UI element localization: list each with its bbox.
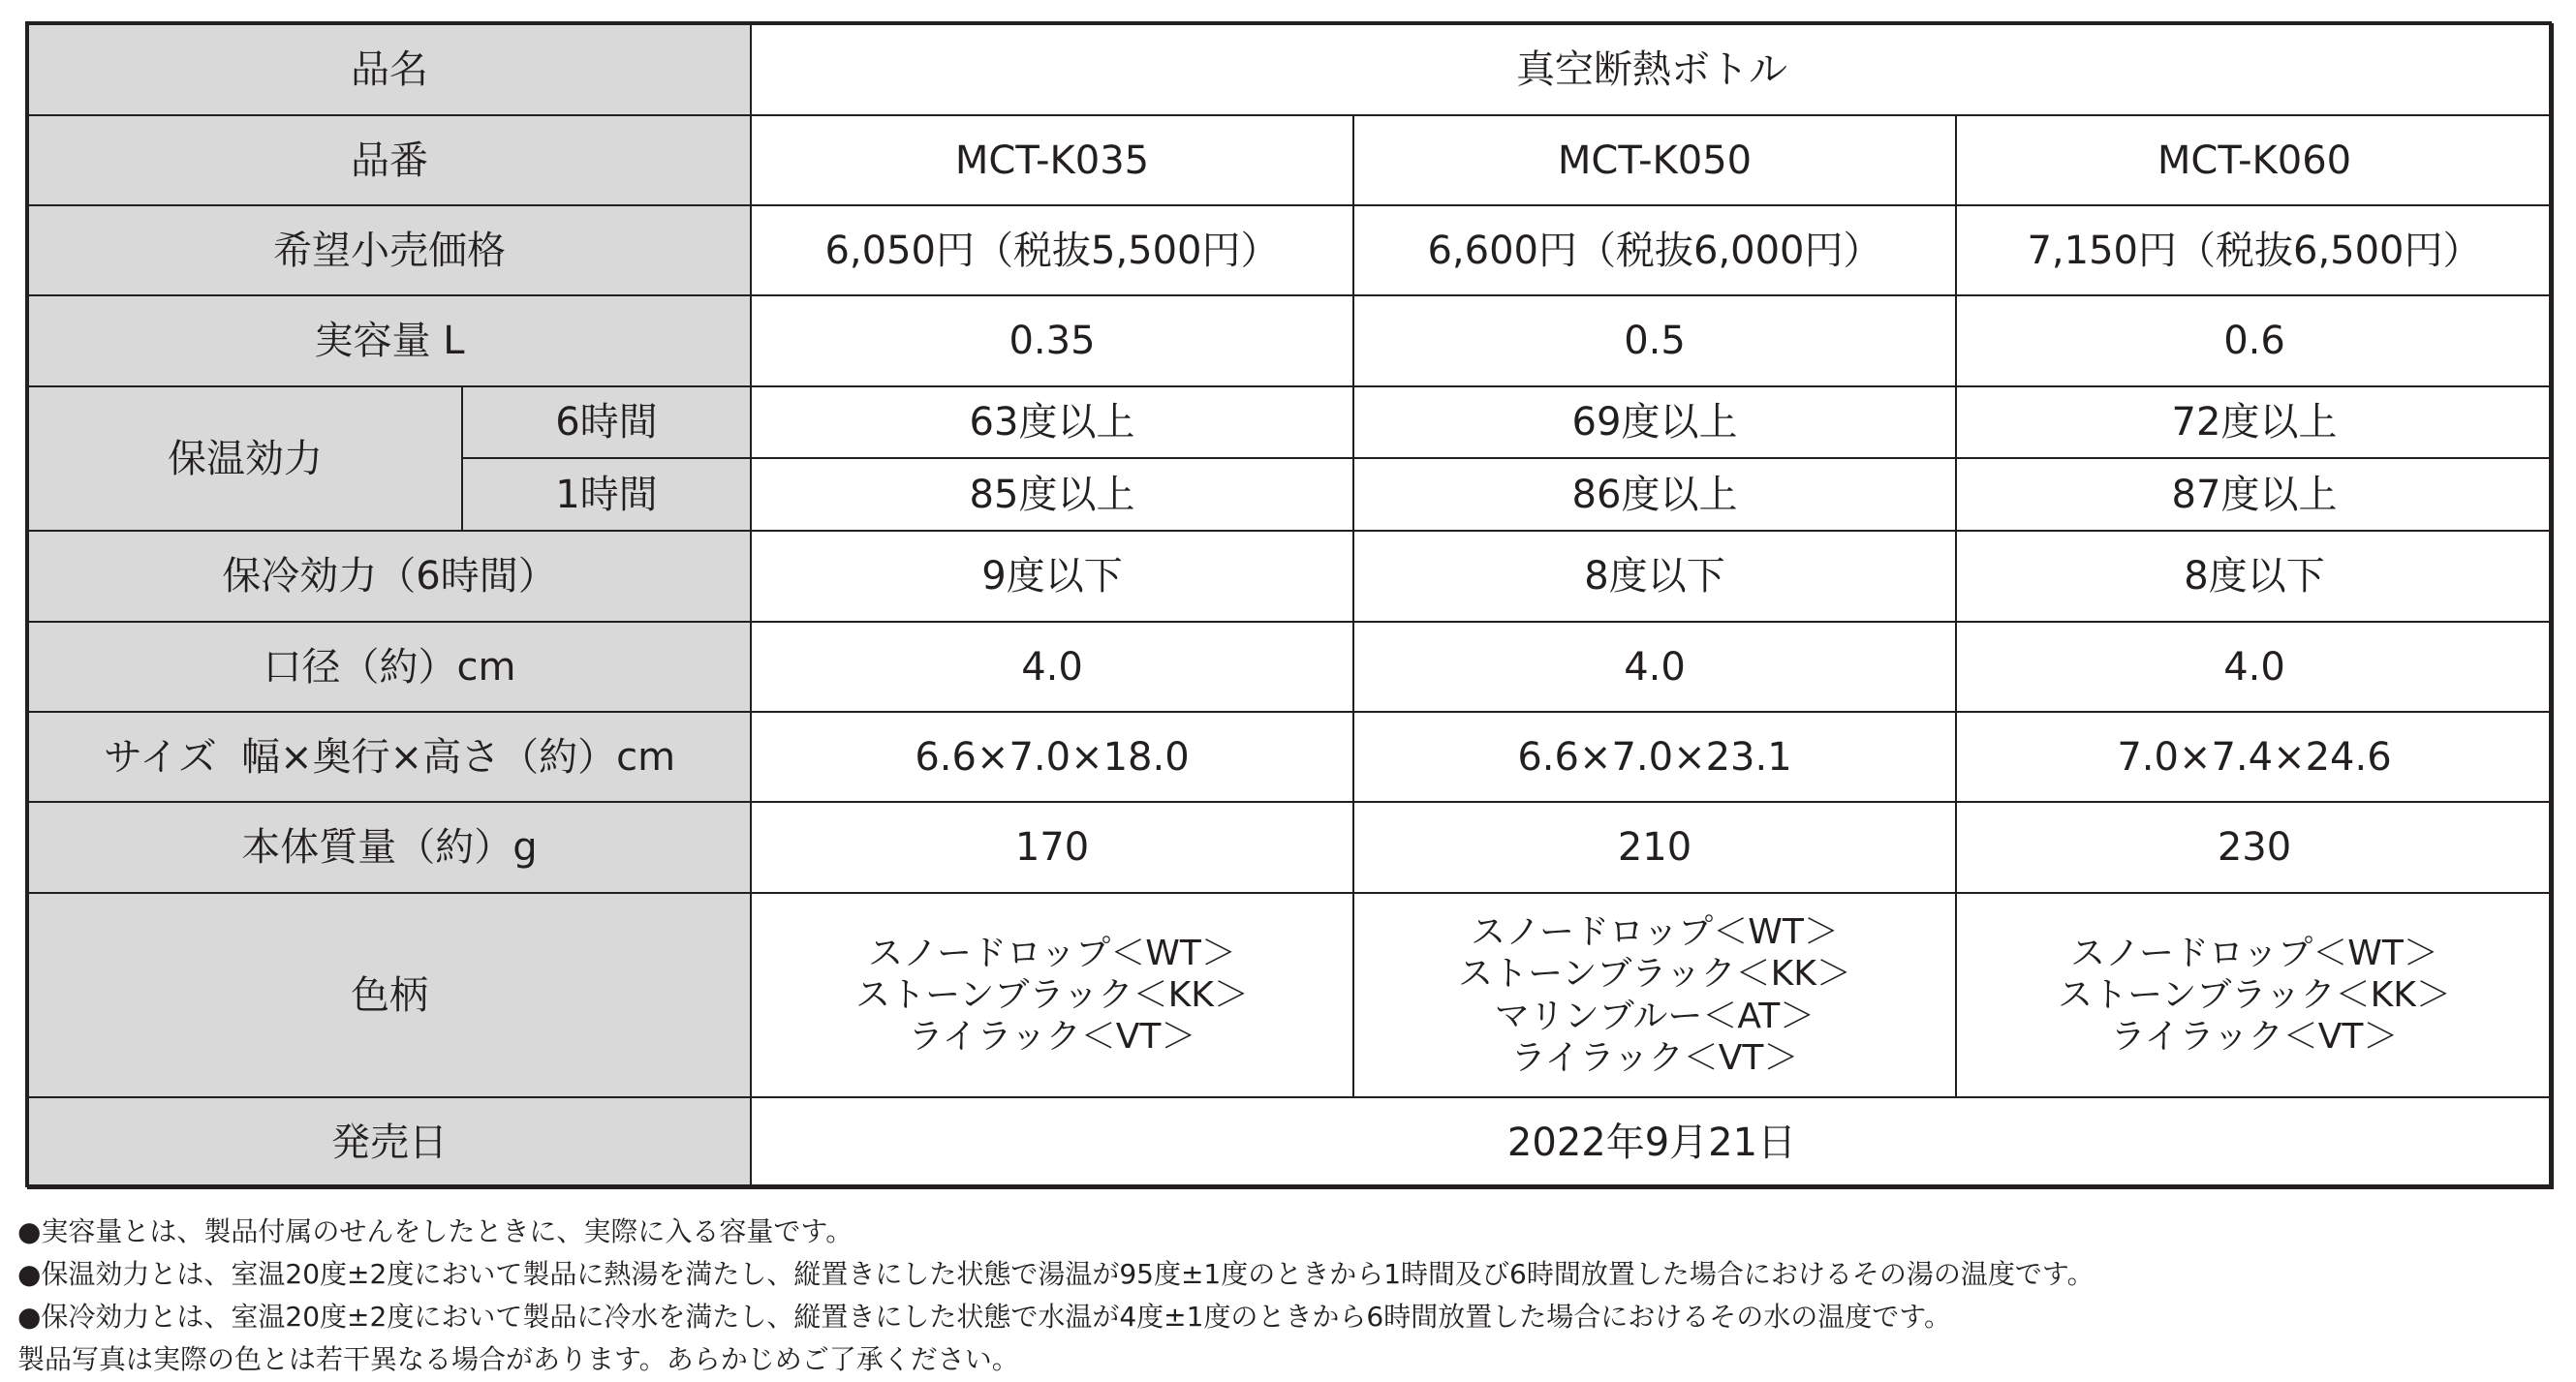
cold-retention-value: 8度以下 xyxy=(1353,531,1956,622)
spec-table xyxy=(27,23,2554,1189)
heat-retention-value: 87度以上 xyxy=(1956,458,2553,531)
color-option: スノードロップ＜WT＞ xyxy=(868,933,1236,973)
row-heat-retention-6h xyxy=(28,386,2553,458)
price-value: 7,150円（税抜6,500円） xyxy=(1956,205,2553,295)
model-number-value: MCT-K050 xyxy=(1353,115,1956,205)
size-value: 6.6×7.0×23.1 xyxy=(1353,712,1956,802)
colors-value xyxy=(1956,893,2553,1097)
product-name-label: 品名 xyxy=(28,24,751,115)
color-option: ライラック＜VT＞ xyxy=(908,1017,1196,1058)
capacity-label: 実容量 L xyxy=(28,295,751,386)
row-release-date xyxy=(28,1097,2553,1188)
color-option: ライラック＜VT＞ xyxy=(2110,1017,2399,1058)
heat-retention-label: 保温効力 xyxy=(28,386,462,531)
heat-retention-value: 72度以上 xyxy=(1956,386,2553,458)
mouth-diameter-value: 4.0 xyxy=(751,622,1353,712)
row-size xyxy=(28,712,2553,802)
release-date-value: 2022年9月21日 xyxy=(751,1097,2553,1188)
colors-value xyxy=(751,893,1353,1097)
release-date-label: 発売日 xyxy=(28,1097,751,1188)
size-label: サイズ 幅×奥行×高さ（約）cm xyxy=(28,712,751,802)
footnote: ●保冷効力とは、室温20度±2度において製品に冷水を満たし、縦置きにした状態で水温が4度±1度のときから6時間放置した場合におけるその水の温度です。 xyxy=(17,1301,1952,1333)
heat-retention-value: 86度以上 xyxy=(1353,458,1956,531)
footnote: 製品写真は実際の色とは若干異なる場合があります。あらかじめご了承ください。 xyxy=(17,1343,1019,1375)
color-option: ストーンブラック＜KK＞ xyxy=(1458,954,1851,995)
model-number-value: MCT-K060 xyxy=(1956,115,2553,205)
row-model-number xyxy=(28,115,2553,205)
product-name-value: 真空断熱ボトル xyxy=(751,24,2553,115)
price-value: 6,600円（税抜6,000円） xyxy=(1353,205,1956,295)
mouth-diameter-value: 4.0 xyxy=(1956,622,2553,712)
footnote: ●保温効力とは、室温20度±2度において製品に熱湯を満たし、縦置きにした状態で湯温が95度±1度のときから1時間及び6時間放置した場合におけるその湯の温度です。 xyxy=(17,1258,2095,1290)
mouth-diameter-label: 口径（約）cm xyxy=(28,622,751,712)
heat-retention-sub-label: 6時間 xyxy=(462,386,751,458)
color-option: ストーンブラック＜KK＞ xyxy=(855,974,1249,1015)
mouth-diameter-value: 4.0 xyxy=(1353,622,1956,712)
weight-value: 170 xyxy=(751,802,1353,893)
weight-value: 210 xyxy=(1353,802,1956,893)
row-mouth-diameter xyxy=(28,622,2553,712)
row-product-name xyxy=(28,24,2553,115)
footnotes xyxy=(17,1211,2556,1381)
color-option: スノードロップ＜WT＞ xyxy=(1471,912,1839,953)
row-weight xyxy=(28,802,2553,893)
weight-value: 230 xyxy=(1956,802,2553,893)
heat-retention-sub-label: 1時間 xyxy=(462,458,751,531)
row-price xyxy=(28,205,2553,295)
cold-retention-label: 保冷効力（6時間） xyxy=(28,531,751,622)
heat-retention-value: 63度以上 xyxy=(751,386,1353,458)
size-value: 6.6×7.0×18.0 xyxy=(751,712,1353,802)
capacity-value: 0.6 xyxy=(1956,295,2553,386)
price-value: 6,050円（税抜5,500円） xyxy=(751,205,1353,295)
row-colors xyxy=(28,893,2553,1097)
footnote: ●実容量とは、製品付属のせんをしたときに、実際に入る容量です。 xyxy=(17,1215,853,1247)
row-capacity xyxy=(28,295,2553,386)
cold-retention-value: 9度以下 xyxy=(751,531,1353,622)
color-option: マリンブルー＜AT＞ xyxy=(1494,996,1816,1036)
cold-retention-value: 8度以下 xyxy=(1956,531,2553,622)
colors-label: 色柄 xyxy=(28,893,751,1097)
color-option: ライラック＜VT＞ xyxy=(1510,1037,1799,1078)
model-number-label: 品番 xyxy=(28,115,751,205)
row-cold-retention xyxy=(28,531,2553,622)
color-option: ストーンブラック＜KK＞ xyxy=(2058,974,2451,1015)
capacity-value: 0.5 xyxy=(1353,295,1956,386)
price-label: 希望小売価格 xyxy=(28,205,751,295)
weight-label: 本体質量（約）g xyxy=(28,802,751,893)
colors-value xyxy=(1353,893,1956,1097)
color-option: スノードロップ＜WT＞ xyxy=(2070,933,2438,973)
capacity-value: 0.35 xyxy=(751,295,1353,386)
size-value: 7.0×7.4×24.6 xyxy=(1956,712,2553,802)
heat-retention-value: 85度以上 xyxy=(751,458,1353,531)
heat-retention-value: 69度以上 xyxy=(1353,386,1956,458)
model-number-value: MCT-K035 xyxy=(751,115,1353,205)
